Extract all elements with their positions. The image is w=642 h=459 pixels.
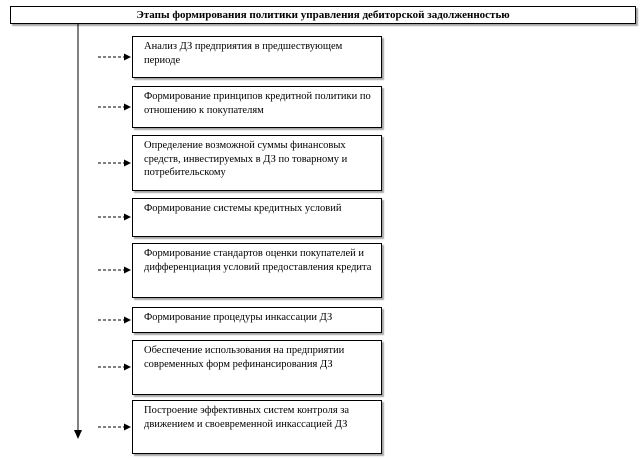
branch-arrowhead-2 [124, 104, 131, 111]
step-2-box: Формирование принципов кредитной политики по отношению к покупателям [132, 86, 382, 128]
branch-arrowhead-5 [124, 267, 131, 274]
step-5-box: Формирование стандартов оценки покупателей и дифференциация условий предоставления кредита [132, 243, 382, 298]
branch-arrowhead-6 [124, 317, 131, 324]
step-4-box: Формирование системы кредитных условий [132, 198, 382, 237]
branch-arrowhead-8 [124, 424, 131, 431]
step-7-box: Обеспечение использования на предприятии современных форм рефинансирования ДЗ [132, 340, 382, 395]
diagram-title: Этапы формирования политики управления дебиторской задолженностью [10, 6, 636, 24]
step-1-box: Анализ ДЗ предприятия в предшествующем периоде [132, 36, 382, 78]
step-8-box: Построение эффективных систем контроля за движением и своевременной инкассацией ДЗ [132, 400, 382, 454]
main-vertical-arrowhead [74, 430, 82, 439]
branch-arrowhead-1 [124, 54, 131, 61]
branch-arrowhead-3 [124, 160, 131, 167]
branch-arrowhead-7 [124, 364, 131, 371]
branch-arrowhead-4 [124, 214, 131, 221]
step-6-box: Формирование процедуры инкассации ДЗ [132, 307, 382, 333]
step-3-box: Определение возможной суммы финансовых средств, инвестируемых в ДЗ по товарному и потребительскому [132, 135, 382, 191]
